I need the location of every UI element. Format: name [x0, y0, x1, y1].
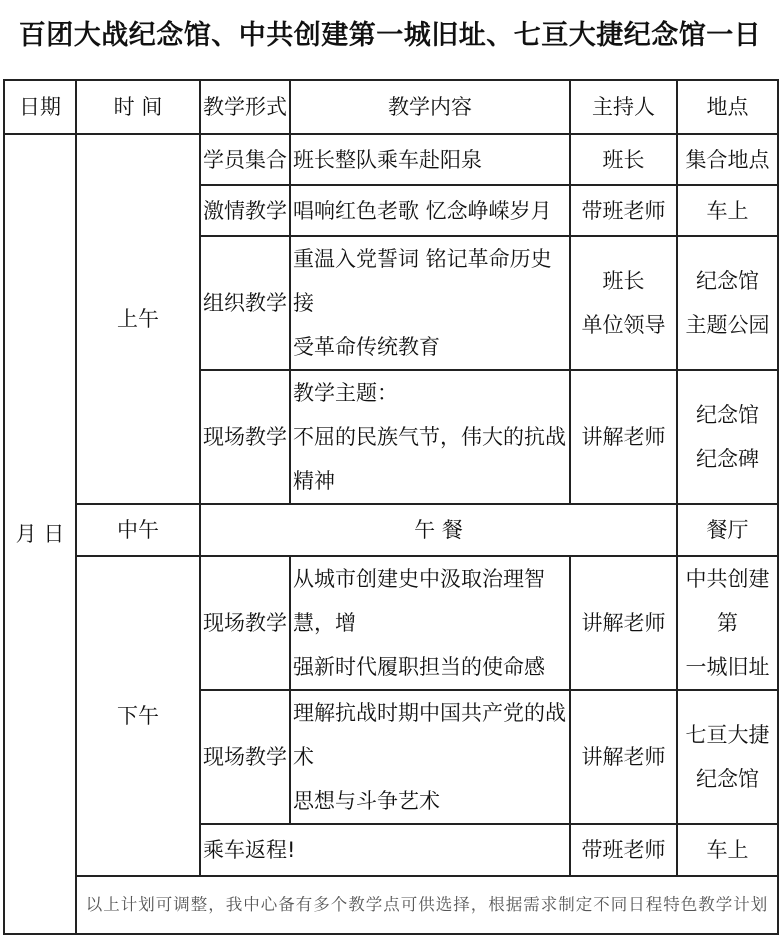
- date-cell: 月 日: [4, 134, 76, 934]
- place-line: 纪念碑: [696, 447, 759, 471]
- content-cell: [290, 690, 570, 824]
- content-line: 思想与斗争艺术: [293, 789, 440, 813]
- header-date: 日期: [4, 80, 76, 134]
- place-cell: [677, 370, 778, 504]
- place-cell: 车上: [677, 824, 778, 876]
- place-cell: 集合地点: [677, 134, 778, 185]
- header-content: 教学内容: [290, 80, 570, 134]
- place-line: 主题公园: [685, 313, 770, 337]
- table-row: [4, 134, 778, 185]
- host-line: 班长: [602, 269, 645, 293]
- form-cell: 现场教学: [200, 370, 290, 504]
- content-line: 教学主题：: [293, 381, 398, 405]
- place-cell: 餐厅: [677, 504, 778, 556]
- header-host: 主持人: [570, 80, 677, 134]
- host-cell: 讲解老师: [570, 370, 677, 504]
- form-cell: 现场教学: [200, 690, 290, 824]
- content-cell: 班长整队乘车赴阳泉: [290, 134, 570, 185]
- content-cell: [290, 370, 570, 504]
- page-title: 百团大战纪念馆、中共创建第一城旧址、七亘大捷纪念馆一日: [18, 20, 762, 51]
- content-cell: [290, 556, 570, 690]
- content-line: 受革命传统教育: [293, 335, 440, 359]
- header-place: 地点: [677, 80, 778, 134]
- content-line: 理解抗战时期中国共产党的战术: [293, 701, 566, 769]
- place-line: 一城旧址: [685, 655, 770, 679]
- header-form: 教学形式: [200, 80, 290, 134]
- place-cell: [677, 556, 778, 690]
- place-line: 中共创建第: [685, 567, 770, 635]
- header-row: [4, 80, 778, 134]
- host-line: 单位领导: [581, 313, 666, 337]
- place-cell: 车上: [677, 185, 778, 236]
- note-text: 以上计划可调整，我中心备有多个教学点可供选择，根据需求制定不同日程特色教学计划: [76, 876, 778, 934]
- form-cell: 现场教学: [200, 556, 290, 690]
- content-line: 重温入党誓词 铭记革命历史 接: [293, 247, 552, 315]
- place-line: 纪念馆: [696, 767, 759, 791]
- note-row: [4, 876, 778, 934]
- return-cell: 乘车返程!: [200, 824, 570, 876]
- host-cell: [570, 236, 677, 370]
- table-row: [4, 504, 778, 556]
- content-cell: [290, 236, 570, 370]
- host-cell: 带班老师: [570, 185, 677, 236]
- table-row: [4, 556, 778, 690]
- place-line: 纪念馆: [696, 403, 759, 427]
- host-cell: 讲解老师: [570, 556, 677, 690]
- content-line: 强新时代履职担当的使命感: [293, 655, 545, 679]
- header-time: 时 间: [76, 80, 200, 134]
- content-line: 从城市创建史中汲取治理智慧，增: [293, 567, 545, 635]
- form-cell: 学员集合: [200, 134, 290, 185]
- place-cell: [677, 690, 778, 824]
- form-cell: 激情教学: [200, 185, 290, 236]
- period-morning: 上午: [76, 134, 200, 504]
- content-line: 不屈的民族气节，伟大的抗战精神: [293, 425, 566, 493]
- lunch-cell: 午 餐: [200, 504, 677, 556]
- period-afternoon: 下午: [76, 556, 200, 876]
- place-cell: [677, 236, 778, 370]
- schedule-table: [3, 79, 779, 935]
- content-cell: 唱响红色老歌 忆念峥嵘岁月: [290, 185, 570, 236]
- host-cell: 班长: [570, 134, 677, 185]
- place-line: 纪念馆: [696, 269, 759, 293]
- host-cell: 带班老师: [570, 824, 677, 876]
- host-cell: 讲解老师: [570, 690, 677, 824]
- period-noon: 中午: [76, 504, 200, 556]
- place-line: 七亘大捷: [685, 723, 770, 747]
- form-cell: 组织教学: [200, 236, 290, 370]
